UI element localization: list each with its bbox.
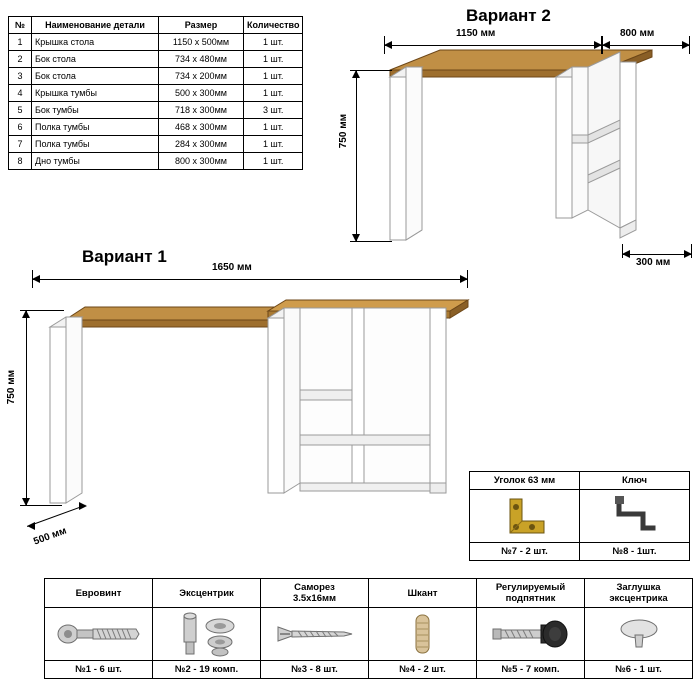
cell-quantity: 1 шт. <box>244 85 303 102</box>
cell-number: 1 <box>9 34 32 51</box>
variant1-width-label: 1650 мм <box>212 262 252 273</box>
cell-size: 734 x 480мм <box>159 51 244 68</box>
hardware-title-euroscrew: Евровинт <box>45 579 153 608</box>
hardware-image-cell <box>470 490 580 543</box>
cell-number: 7 <box>9 136 32 153</box>
variant1-height-label: 750 мм <box>6 370 17 405</box>
header-size: Размер <box>159 17 244 34</box>
variant2-side-dimension <box>622 252 692 270</box>
parts-table <box>8 16 303 170</box>
cell-quantity: 1 шт. <box>244 34 303 51</box>
cell-quantity: 1 шт. <box>244 153 303 170</box>
hardware-title-cover <box>585 579 693 608</box>
hardware-title-screw-line1: Саморез <box>294 582 335 593</box>
allen-key-icon <box>580 490 689 542</box>
cell-quantity: 3 шт. <box>244 102 303 119</box>
cell-quantity: 1 шт. <box>244 119 303 136</box>
hardware-qty-cam: №2 - 19 комп. <box>153 661 261 679</box>
cell-size: 718 x 300мм <box>159 102 244 119</box>
hardware-title-foot-line1: Регулируемый <box>495 582 566 593</box>
variant2-drawing <box>370 40 695 255</box>
hardware-image-cell <box>369 608 477 661</box>
hardware-title-screw <box>261 579 369 608</box>
adjustable-foot-icon <box>477 608 584 660</box>
header-part-name: Наименование детали <box>32 17 159 34</box>
variant2-height-dimension <box>340 70 360 242</box>
cell-number: 3 <box>9 68 32 85</box>
cell-name: Бок стола <box>32 51 159 68</box>
header-number: № <box>9 17 32 34</box>
hardware-qty-screw: №3 - 8 шт. <box>261 661 369 679</box>
variant1-height-dimension <box>8 310 30 506</box>
hardware-title-angle: Уголок 63 мм <box>470 472 580 490</box>
variant2-side-label: 300 мм <box>636 257 671 268</box>
hardware-table-top <box>469 471 690 561</box>
hardware-image-cell <box>580 490 690 543</box>
variant1-width-dimension <box>32 264 468 282</box>
cell-size: 468 x 300мм <box>159 119 244 136</box>
hardware-image-cell <box>45 608 153 661</box>
variant2-width-dimension <box>384 30 602 48</box>
cell-number: 2 <box>9 51 32 68</box>
hardware-title-row <box>45 579 693 608</box>
hardware-image-cell <box>261 608 369 661</box>
self-tapping-screw-icon <box>261 608 368 660</box>
hardware-qty-dowel: №4 - 2 шт. <box>369 661 477 679</box>
hardware-title-foot <box>477 579 585 608</box>
hardware-qty-row <box>470 543 690 561</box>
variant2-height-label: 750 мм <box>338 114 349 149</box>
cell-quantity: 1 шт. <box>244 136 303 153</box>
cell-size: 800 x 300мм <box>159 153 244 170</box>
variant2-depth-dimension <box>602 30 690 48</box>
variant2-title: Вариант 2 <box>466 6 551 25</box>
table-row <box>9 102 303 119</box>
dowel-icon <box>369 608 476 660</box>
hardware-title-cover-line2: эксцентрика <box>609 593 668 604</box>
cell-name: Крышка стола <box>32 34 159 51</box>
hardware-title-screw-line2: 3.5х16мм <box>292 593 337 604</box>
hardware-table-bottom <box>44 578 693 679</box>
hardware-qty-foot: №5 - 7 комп. <box>477 661 585 679</box>
cell-size: 284 x 300мм <box>159 136 244 153</box>
hardware-title-dowel: Шкант <box>369 579 477 608</box>
hardware-title-key: Ключ <box>580 472 690 490</box>
hardware-title-cover-line1: Заглушка <box>616 582 661 593</box>
table-row <box>9 136 303 153</box>
cell-name: Полка тумбы <box>32 119 159 136</box>
cell-quantity: 1 шт. <box>244 51 303 68</box>
hardware-image-row <box>45 608 693 661</box>
hardware-qty-cover: №6 - 1 шт. <box>585 661 693 679</box>
angle-bracket-icon <box>470 490 579 542</box>
cell-name: Полка тумбы <box>32 136 159 153</box>
table-row <box>9 51 303 68</box>
table-row <box>9 85 303 102</box>
table-row <box>9 68 303 85</box>
table-row <box>9 153 303 170</box>
cell-number: 8 <box>9 153 32 170</box>
cell-name: Бок тумбы <box>32 102 159 119</box>
hardware-image-row <box>470 490 690 543</box>
header-quantity: Количество <box>244 17 303 34</box>
cell-size: 1150 x 500мм <box>159 34 244 51</box>
hardware-qty-row <box>45 661 693 679</box>
hardware-qty-key: №8 - 1шт. <box>580 543 690 561</box>
cell-name: Бок стола <box>32 68 159 85</box>
cam-cover-icon <box>585 608 692 660</box>
cell-number: 5 <box>9 102 32 119</box>
cam-lock-icon <box>153 608 260 660</box>
variant1-depth-dimension <box>27 512 91 546</box>
cell-quantity: 1 шт. <box>244 68 303 85</box>
hardware-image-cell <box>477 608 585 661</box>
hardware-qty-euroscrew: №1 - 6 шт. <box>45 661 153 679</box>
cell-size: 500 x 300мм <box>159 85 244 102</box>
variant2-depth-label: 800 мм <box>620 28 655 39</box>
variant1-depth-label: 500 мм <box>32 525 69 548</box>
variant1-title: Вариант 1 <box>82 247 167 266</box>
table-row <box>9 34 303 51</box>
hardware-title-cam: Эксцентрик <box>153 579 261 608</box>
hardware-title-row <box>470 472 690 490</box>
hardware-image-cell <box>153 608 261 661</box>
euro-screw-icon <box>45 608 152 660</box>
cell-number: 4 <box>9 85 32 102</box>
hardware-qty-angle: №7 - 2 шт. <box>470 543 580 561</box>
cell-name: Дно тумбы <box>32 153 159 170</box>
variant2-width-label: 1150 мм <box>456 28 496 39</box>
cell-size: 734 x 200мм <box>159 68 244 85</box>
cell-number: 6 <box>9 119 32 136</box>
table-row <box>9 119 303 136</box>
hardware-image-cell <box>585 608 693 661</box>
hardware-title-foot-line2: подпятник <box>505 593 556 604</box>
table-header-row <box>9 17 303 34</box>
cell-name: Крышка тумбы <box>32 85 159 102</box>
